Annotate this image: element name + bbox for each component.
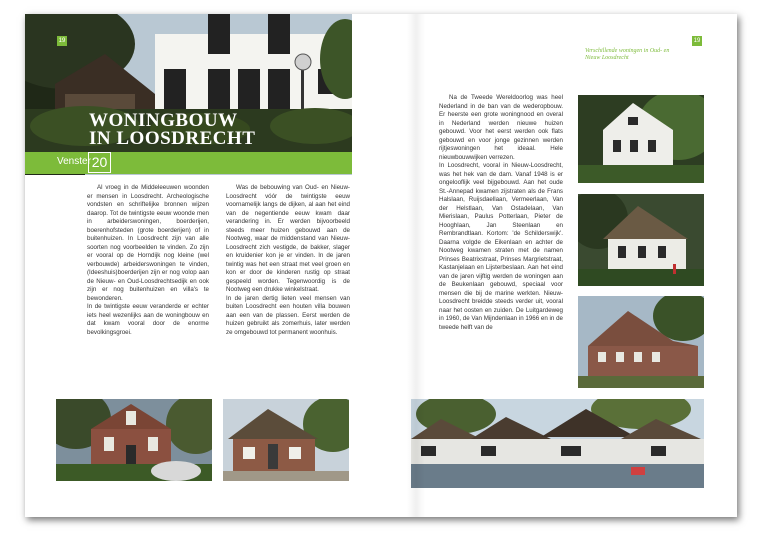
column1-paragraph-2: In de twintigste eeuw veranderde er echter iets heel wezenlijks aan de woningbouw en dat kwam vooral door de enorme bevolkingsgroei. bbox=[87, 303, 209, 336]
title-line-2: IN LOOSDRECHT bbox=[89, 128, 256, 149]
text-column-1 bbox=[87, 184, 209, 337]
photo-waterfront-thatched-houses bbox=[411, 399, 704, 488]
photo-brick-cottage-dormers bbox=[578, 296, 704, 388]
column3-paragraph-2: In Loosdrecht, vooral in Nieuw-Loosdrecht, was het hek van de dam. Vanaf 1948 is er ongelooflijk veel bijgebouwd. Aan het oude St.-Annepad kwamen zijstraten als de Frans Halslaan, Ruijsdaellaan, Vermeerlaan, Van der Helstlaan, Van Ostadelaan, Van Mierislaan, Paulus Potterlaan, Pieter de Hooghlaan, Jan Steenlaan en Rembrandtlaan. Kortom: 'de Schilderswijk'. Daarna volgde de Eikenlaan en achter de Nootweg kwamen straten met de namen Prinses Beatrixstraat, Prinses Margrietstraat, Kastanjelaan en Lijsterbeslaan. Aan het eind van de jaren vijftig werden de woningen aan de Beukenlaan gebouwd, speciaal voor mensen die bij de marine werkten. Nieuw-Loosdrecht breidde steeds verder uit, vooral naar het oosten en zuiden. De Luitgardeweg in 1960, de Van Mijndenlaan in 1966 en in de tweede helft van de bbox=[439, 162, 563, 331]
text-column-2 bbox=[226, 184, 350, 337]
right-page-number: 19 bbox=[693, 38, 701, 44]
photo-brick-house-gable bbox=[56, 399, 212, 481]
venster-label: Venster bbox=[57, 156, 91, 167]
running-header: Verschillende woningen in Oud- en Nieuw Loosdrecht bbox=[585, 48, 670, 61]
page-fold-shadow bbox=[407, 14, 425, 517]
column2-paragraph-1: Was de bebouwing van Oud- en Nieuw-Loosdrecht vóór de twintigste eeuw voornamelijk langs de dijken, al aan het eind van de negentiende eeuw kwam daar verandering in. Er werden bijvoorbeeld steeds meer huizen gebouwd aan de Nootweg, waar de middenstand van Nieuw-Loosdrecht zich vestigde, de bakker, slager en kruidenier kon je er vinden. In de jaren twintig was het een straat met veel groen en kon er door de kinderen rustig op straat gespeeld worden. Tegenwoordig is de Nootweg een drukke winkelstraat. bbox=[226, 184, 350, 293]
column3-paragraph-1: Na de Tweede Wereldoorlog was heel Nederland in de ban van de wederopbouw. Er heerste een grote woningnood en overal in Nederland werden nieuwe huizen gebouwd. Voor het eerst werden ook flats gebouwd en voor jonge gezinnen werden rijtjeswoningen het ideaal. Hele nieuwbouwwijken verrezen. bbox=[439, 94, 563, 161]
text-column-3 bbox=[439, 94, 563, 332]
photo-thatched-brick-cottage bbox=[223, 399, 349, 481]
column1-paragraph-1: Al vroeg in de Middeleeuwen woonden er mensen in Loosdrecht. Archeologische vondsten en schriftelijke bronnen wijzen daarop. Tot de twintigste eeuw woonde men in arbeiderswoningen, boerderijen, boerenhofsteden (grote boerderijen) of in buitenhuizen. In Loosdrecht zijn van alle soorten nog voorbeelden te vinden. Zo zijn er vooral op de Horndijk nog kleine (wel verbouwde) arbeiderswoningen te vinden, (Ideeshuis)boerderijen zijn er nog volop aan de Nieuw- en Oud-Loosdrechtsedijk en ook zijn er nog buitenhuizen en villa's te bewonderen. bbox=[87, 184, 209, 302]
title-line-1: WONINGBOUW bbox=[89, 110, 238, 131]
venster-number: 20 bbox=[88, 152, 111, 173]
hero-photo-white-farmhouse bbox=[25, 14, 352, 175]
photo-thatched-farmhouse bbox=[578, 194, 704, 286]
left-page-number: 19 bbox=[58, 38, 66, 44]
column2-paragraph-2: In de jaren dertig lieten veel mensen van buiten Loosdrecht een houten villa bouwen aan een van de plassen. Eerst werden de huizen gebruikt als zomerhuis, later werden ze omgebouwd tot permanent woonhuis. bbox=[226, 294, 350, 336]
book-spread bbox=[25, 14, 737, 517]
photo-white-villa-trees bbox=[578, 95, 704, 183]
page-title bbox=[89, 112, 255, 148]
